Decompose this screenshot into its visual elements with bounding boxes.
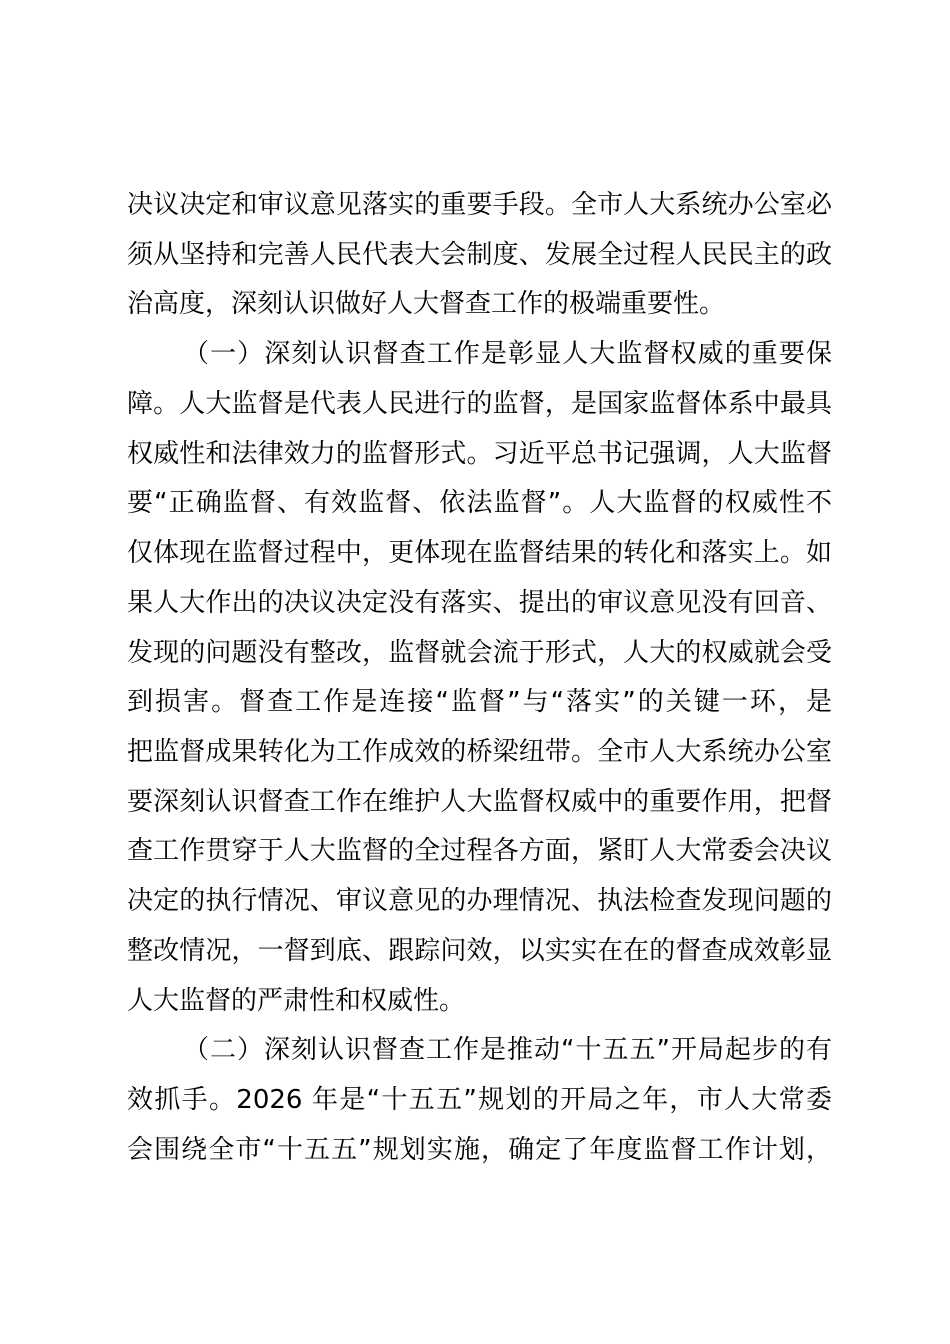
text-line: 把监督成果转化为工作成效的桥梁纽带。全市人大系统办公室 (127, 737, 832, 767)
text-line: 权威性和法律效力的监督形式。习近平总书记强调，人大监督 (127, 439, 832, 469)
text-line: 会围绕全市“十五五”规划实施，确定了年度监督工作计划， (127, 1135, 832, 1165)
text-line: 效抓手。2026 年是“十五五”规划的开局之年，市人大常委 (127, 1085, 832, 1115)
text-line: 查工作贯穿于人大监督的全过程各方面，紧盯人大常委会决议 (127, 836, 832, 866)
text-line: 障。人大监督是代表人民进行的监督，是国家监督体系中最具 (127, 389, 832, 419)
text-line: 决定的执行情况、审议意见的办理情况、执法检查发现问题的 (127, 886, 832, 916)
text-line: 决议决定和审议意见落实的重要手段。全市人大系统办公室必 (127, 190, 832, 220)
text-line: 发现的问题没有整改，监督就会流于形式，人大的权威就会受 (127, 638, 832, 668)
text-line: 仅体现在监督过程中，更体现在监督结果的转化和落实上。如 (127, 538, 832, 568)
text-line: 治高度，深刻认识做好人大督查工作的极端重要性。 (127, 289, 726, 319)
text-line: 要“正确监督、有效监督、依法监督”。人大监督的权威性不 (127, 488, 832, 518)
text-line: （一）深刻认识督查工作是彰显人大监督权威的重要保 (183, 339, 832, 369)
text-line: 须从坚持和完善人民代表大会制度、发展全过程人民民主的政 (127, 240, 832, 270)
text-line: （二）深刻认识督查工作是推动“十五五”开局起步的有 (183, 1035, 832, 1065)
text-line: 整改情况，一督到底、跟踪问效，以实实在在的督查成效彰显 (127, 936, 832, 966)
text-line: 人大监督的严肃性和权威性。 (127, 986, 466, 1016)
text-line: 要深刻认识督查工作在维护人大监督权威中的重要作用，把督 (127, 787, 832, 817)
text-line: 到损害。督查工作是连接“监督”与“落实”的关键一环，是 (127, 687, 832, 717)
text-line: 果人大作出的决议决定没有落实、提出的审议意见没有回音、 (127, 588, 832, 618)
